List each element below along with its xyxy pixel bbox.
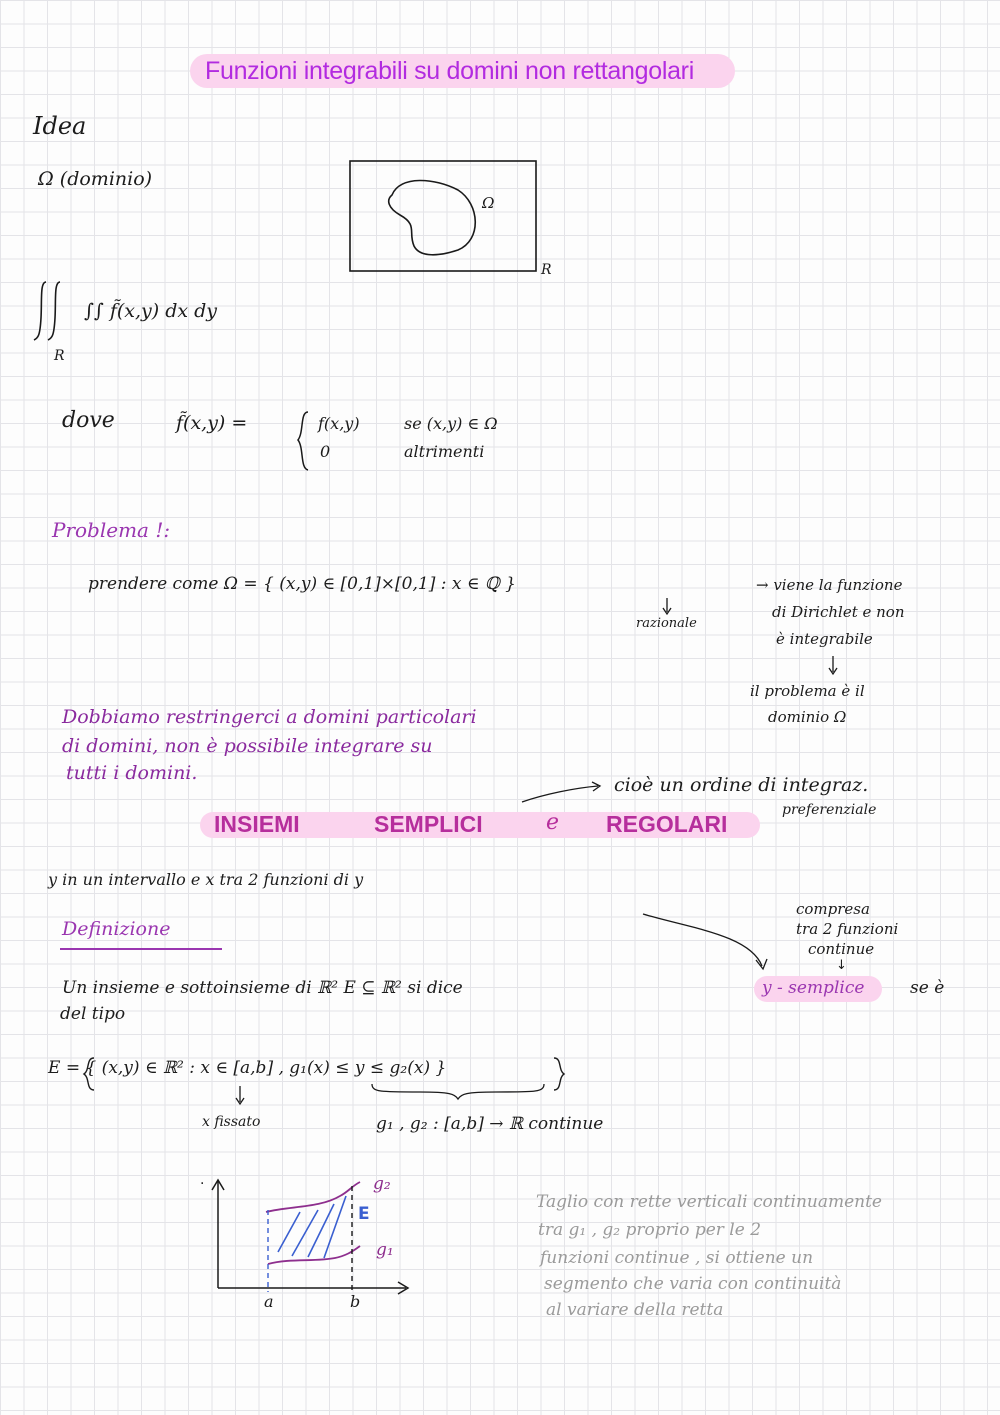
- continuous-note-arrow: ↓: [836, 958, 847, 973]
- case1-condition: se (x,y) ∈ Ω: [404, 414, 498, 433]
- order-note-1: cioè un ordine di integraz.: [614, 774, 869, 796]
- graph-label-e: E: [358, 1204, 370, 1224]
- gray-note-5: al variare della retta: [546, 1300, 724, 1320]
- graph-label-a: a: [264, 1292, 274, 1311]
- graph-label-dot: ·: [200, 1176, 205, 1192]
- domain-omega-shape: [389, 180, 476, 254]
- problema-prendere: prendere come Ω = { (x,y) ∈ [0,1]×[0,1] : x ∈ ℚ }: [88, 574, 516, 594]
- continuous-note-2: tra 2 funzioni: [796, 920, 899, 938]
- gray-note-2: tra g₁ , g₂ proprio per le 2: [538, 1220, 762, 1240]
- integral-sign-1: [34, 282, 46, 340]
- dirichlet-note-1: → viene la funzione: [756, 576, 903, 594]
- gray-note-1: Taglio con rette verticali continuamente: [536, 1192, 882, 1212]
- dirichlet-note-3: è integrabile: [776, 630, 873, 648]
- insiemi-word-2: SEMPLICI: [374, 811, 483, 837]
- dove-label: dove: [62, 408, 115, 433]
- integral-expression: ∫∫ f̃(x,y) dx dy: [84, 300, 218, 322]
- def-text-1: Un insieme e sottoinsieme di ℝ² E ⊆ ℝ² si dice: [62, 978, 463, 998]
- def-text-2: se è: [910, 978, 945, 998]
- dirichlet-note-2: di Dirichlet e non: [772, 603, 905, 621]
- insiemi-word-1: INSIEMI: [214, 811, 300, 837]
- def-text-3: del tipo: [60, 1004, 126, 1024]
- rect-r-label: R: [541, 262, 552, 278]
- dirichlet-note-4: il problema è il: [750, 682, 865, 700]
- piecewise-brace: [298, 412, 308, 470]
- restrict-line-2: di domini, non è possibile integrare su: [62, 735, 433, 757]
- gray-note-3: funzioni continue , si ottiene un: [540, 1248, 814, 1268]
- definizione-underline: [60, 948, 222, 950]
- razionale-label: razionale: [636, 616, 697, 631]
- page-title: Funzioni integrabili su domini non rettangolari: [205, 57, 694, 85]
- restrict-line-1: Dobbiamo restringerci a domini particolari: [62, 706, 477, 728]
- graph-label-g1: g₁: [376, 1240, 394, 1260]
- omega-shape-label: Ω: [482, 194, 495, 212]
- idea-heading: Idea: [33, 112, 87, 140]
- continuous-note-3: continue: [808, 940, 875, 958]
- restrict-line-3: tutti i domini.: [66, 762, 198, 784]
- continuous-note-1: compresa: [796, 900, 870, 918]
- integral-sign-2: [48, 282, 60, 340]
- integral-subscript: R: [54, 348, 65, 364]
- case1-value: f(x,y): [318, 414, 360, 433]
- definizione-heading: Definizione: [62, 918, 171, 940]
- omega-domain-label: Ω (dominio): [38, 168, 153, 190]
- ysemplice-intro: y in un intervallo e x tra 2 funzioni di y: [48, 870, 364, 889]
- insiemi-word-4: REGOLARI: [606, 811, 728, 837]
- ysemplice-term: y - semplice: [762, 978, 865, 998]
- g1-curve: [268, 1246, 360, 1264]
- set-expression: E = { (x,y) ∈ ℝ² : x ∈ [a,b] , g₁(x) ≤ y ≤ g₂(x) }: [48, 1058, 447, 1078]
- insiemi-word-3: e: [546, 810, 560, 835]
- graph-label-b: b: [350, 1292, 361, 1311]
- gray-note-4: segmento che varia con continuità: [544, 1274, 842, 1294]
- problema-heading: Problema !:: [52, 518, 171, 542]
- piecewise-lhs: f̃(x,y) =: [176, 412, 248, 434]
- g-continuous-label: g₁ , g₂ : [a,b] → ℝ continue: [376, 1114, 604, 1134]
- dirichlet-note-5: dominio Ω: [768, 708, 847, 726]
- order-note-2: preferenziale: [782, 802, 877, 818]
- case2-value: 0: [320, 442, 331, 461]
- y-simple-graph: [212, 1180, 408, 1294]
- case2-condition: altrimenti: [404, 442, 485, 461]
- x-fixed-label: x fissato: [202, 1114, 261, 1130]
- graph-label-g2: g₂: [373, 1174, 391, 1194]
